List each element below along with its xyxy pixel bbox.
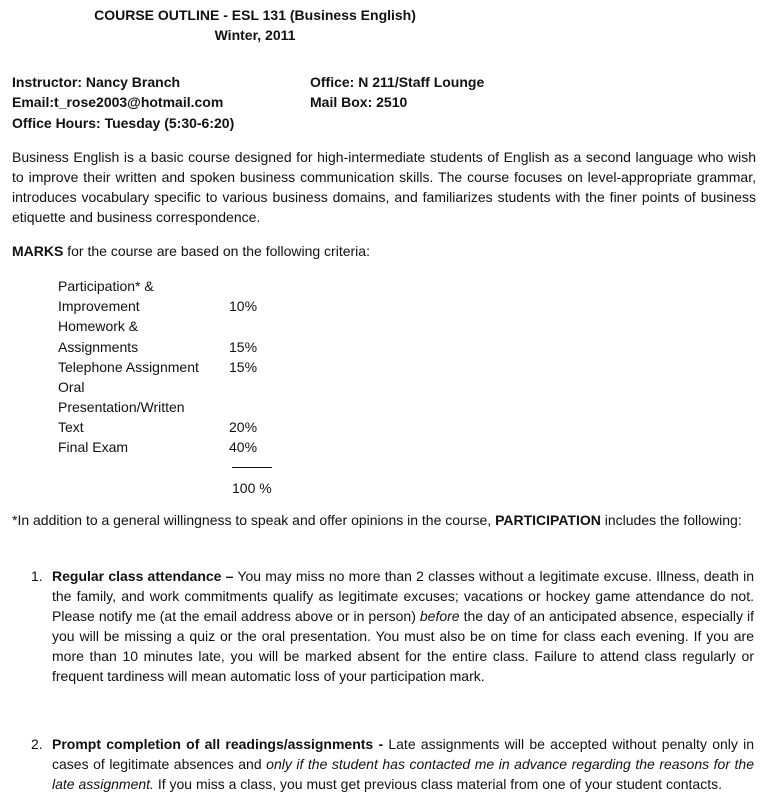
marks-row-value: 10% [229,298,258,314]
marks-total: 100 % [232,480,272,496]
marks-row-label: Telephone Assignment [58,359,199,375]
instructor-line: Instructor: Nancy Branch [12,74,181,90]
total-divider [232,467,272,468]
list-item-number: 1. [31,568,43,584]
marks-row-value: 40% [229,439,258,455]
list-item-text: Late assignments will be accepted without penalty only in cases of legitimate absences and [52,736,755,772]
list-item-text: If you miss a class, you must get previous class material from one of your student contacts. [153,776,722,792]
participation-intro [12,510,756,530]
mailbox-line: Mail Box: 2510 [310,94,408,110]
marks-row-label: Participation* & [58,278,154,294]
list-item [52,566,754,686]
marks-row-label: Homework & [58,318,139,334]
marks-heading [12,241,370,261]
list-item-emphasis: before [419,608,460,624]
participation-keyword: PARTICIPATION [495,512,601,528]
marks-row-label: Improvement [58,298,140,314]
participation-intro-end: includes the following: [600,512,742,528]
list-item-emphasis: only if the student has contacted me in advance regarding the reasons for the late assignment. [52,756,754,792]
marks-row-label: Assignments [58,339,139,355]
office-line: Office: N 211/Staff Lounge [310,74,485,90]
marks-row-label: Final Exam [58,439,129,455]
marks-heading-bold: MARKS [12,243,64,259]
term-subtitle: Winter, 2011 [214,27,296,43]
marks-heading-text: for the course are based on the following criteria: [63,243,370,259]
email-line: Email:t_rose2003@hotmail.com [12,94,224,110]
course-title: COURSE OUTLINE - ESL 131 (Business English) [94,7,416,23]
list-item-text: the day of an anticipated absence, especially if you will be missing a quiz or the oral presentation. You must also be on time for class each evening. If you are more than 10 minutes late, you will be marked absent for the entire class. Failure to attend class regularly or frequent tardiness will mean automatic loss of your participation mark. [52,608,754,684]
list-item [52,734,754,794]
list-item-heading: Regular class attendance – [52,568,234,584]
marks-row-label: Presentation/Written [58,399,185,415]
course-description: Business English is a basic course designed for high-intermediate students of English as a second language who wish to improve their written and spoken business communication skills. The course focuses on level-appropriate grammar, introduces vocabulary specific to various business domains, and familiarizes students with the finer points of business etiquette and business correspondence. [12,149,756,225]
marks-row-value: 15% [229,339,258,355]
office-hours-line: Office Hours: Tuesday (5:30-6:20) [12,115,235,131]
participation-intro-text: *In addition to a general willingness to speak and offer opinions in the course, [12,512,496,528]
marks-row-label: Text [58,419,84,435]
list-item-text: You may miss no more than 2 classes without a legitimate excuse. Illness, death in the family, and work commitments qualify as legitimate excuses; vacations or hockey game attendance do not. Please notify me (at the email address above or in person) [52,568,754,624]
marks-row-value: 20% [229,419,258,435]
list-item-heading: Prompt completion of all readings/assignments - [52,736,384,752]
marks-row-label: Oral [58,379,85,395]
list-item-number: 2. [31,736,43,752]
marks-row-value: 15% [229,359,258,375]
